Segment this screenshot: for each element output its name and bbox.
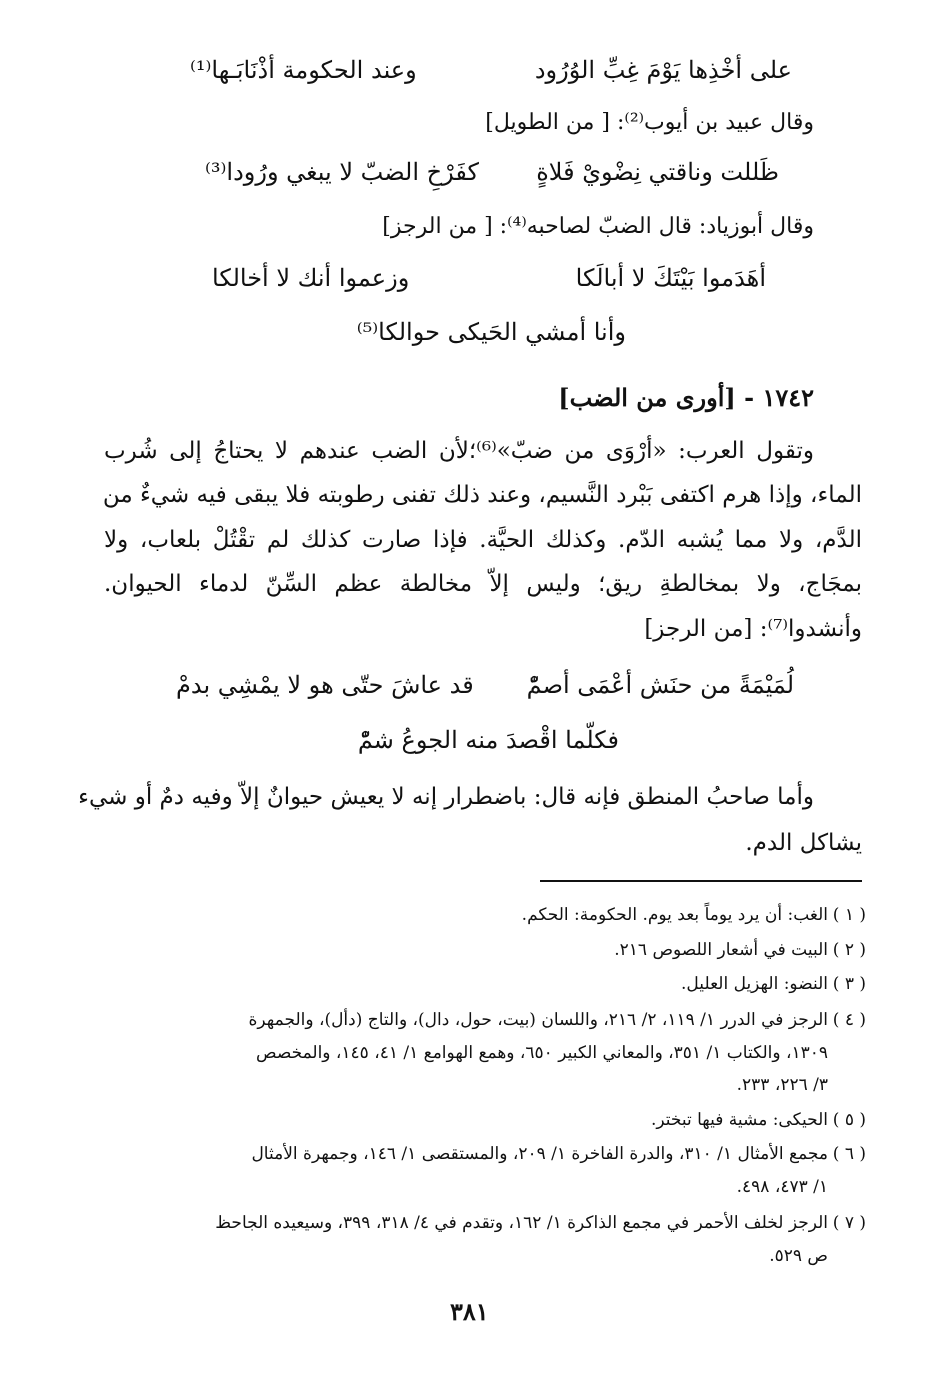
closing-line-2: يشاكل الدم.	[745, 830, 862, 856]
prose-line-1: وتقول العرب: «أرْوَى من ضبّ»⁽⁶⁾؛لأن الضب عندهم لا يحتاجُ إلى شُرب	[104, 438, 814, 464]
footnote-5	[651, 1112, 866, 1129]
footnote-number: ( ٧ )	[832, 1213, 866, 1233]
footnote-number: ( ٢ )	[832, 940, 866, 960]
verse-intro-2: وقال أبوزياد: قال الضبّ لصاحبه⁽⁴⁾: [ من الرجز]	[382, 214, 814, 239]
footnote-text: الرجز لخلف الأحمر في مجمع الذاكرة ١/ ١٦٢، وتقدم في ٤/ ٣١٨، ٣٩٩، وسيعيده الجاحظ	[215, 1213, 828, 1233]
prose-line-4: بمجَاج، ولا بمخالطةِ ريق؛ وليس إلاّ مخالطة عظم السِّنّ لدماء الحيوان.	[104, 571, 862, 597]
verse-1-left: وعند الحكومة أذْنَابَـها⁽¹⁾	[190, 56, 417, 84]
prose-line-5: وأنشدوا⁽⁷⁾: [من الرجز]	[644, 616, 862, 642]
verse-4-single: وأنا أمشي الحَيكى حوالكا⁽⁵⁾	[356, 318, 626, 346]
verse-5-left: قد عاشَ حتّى هو لا يمْشِي بدمْ	[176, 671, 474, 699]
prose-line-2: الماء، وإذا هرم اكتفى بَبْرد النَّسيم، وعند ذلك تفنى رطوبته فلا يبقى فيه شيءٌ من	[102, 482, 862, 508]
verse-intro-1: وقال عبيد بن أيوب⁽²⁾: [ من الطويل]	[485, 110, 814, 135]
footnote-number: ( ١ )	[832, 905, 866, 925]
verse-5-right: لُمَيْمَةً من حنَش أعْمَى أصمّْ	[526, 671, 794, 699]
footnote-number: ( ٣ )	[832, 974, 866, 994]
footnote-number: ( ٦ )	[832, 1144, 866, 1164]
footnote-number: ( ٥ )	[832, 1110, 866, 1130]
verse-1-right: على أخْذِها يَوْمَ غِبِّ الوُرُود	[534, 56, 792, 84]
footnote-text: الغب: أن يرد يوماً بعد يوم. الحكومة: الحكم.	[521, 905, 828, 925]
verse-2-right: ظَللت وناقتي نِضْويْ فَلاةٍ	[536, 158, 779, 186]
footnote-4-line-2: ١٣٠٩، والكتاب ١/ ٣٥١، والمعاني الكبير ٦٥٠، وهمع الهوامع ١/ ٤١، ١٤٥، والمخصص	[256, 1043, 828, 1063]
footnote-7-line-2: ص ٥٢٩.	[769, 1246, 828, 1266]
closing-line-1: وأما صاحبُ المنطق فإنه قال: باضطرار إنه لا يعيش حيوانٌ إلاّ وفيه دمٌ أو شيء	[78, 784, 814, 810]
section-title: ١٧٤٢ - [أورى من الضب]	[558, 383, 814, 412]
footnote-7	[215, 1215, 866, 1232]
page-number: ٣٨١	[450, 1297, 489, 1326]
verse-3-right: أهَدَموا بَيْتَكَ لا أبالَكا	[575, 264, 766, 292]
footnote-3	[681, 976, 866, 993]
footnote-number: ( ٤ )	[832, 1010, 866, 1030]
verse-6-single: فكلّما اقْصدَ منه الجوعُ شمّْ	[357, 726, 619, 754]
verse-2-left: كفَرْخِ الضبّ لا يبغي ورُودا⁽³⁾	[205, 158, 479, 186]
footnote-text: الرجز في الدرر ١/ ١١٩، ٢/ ٢١٦، واللسان (بيت، حول، دال)، والتاج (دأل)، والجمهرة	[248, 1010, 828, 1030]
footnote-2	[614, 942, 866, 959]
footnote-6	[251, 1146, 866, 1163]
footnote-text: مجمع الأمثال ١/ ٣١٠، والدرة الفاخرة ١/ ٢٠٩، والمستقصى ١/ ١٤٦، وجمهرة الأمثال	[251, 1144, 828, 1164]
footnote-1	[522, 907, 866, 924]
footnote-text: البيت في أشعار اللصوص ٢١٦.	[614, 940, 828, 960]
footnote-text: النضو: الهزيل العليل.	[681, 974, 828, 994]
verse-3-left: وزعموا أنك لا أخالكا	[212, 264, 410, 292]
footnote-text: الحيكى: مشية فيها تبختر.	[650, 1110, 828, 1130]
footnote-4-line-3: ٣/ ٢٢٦، ٢٣٣.	[736, 1075, 828, 1095]
footnote-4	[249, 1012, 866, 1029]
footnote-separator	[540, 880, 862, 882]
prose-line-3: الدَّم، ولا مما يُشبه الدّم. وكذلك الحيَّة. فإذا صارت كذلك لم تقْتُلْ بلعاب، ولا	[104, 527, 862, 553]
footnote-6-line-2: ١/ ٤٧٣، ٤٩٨.	[736, 1177, 828, 1197]
